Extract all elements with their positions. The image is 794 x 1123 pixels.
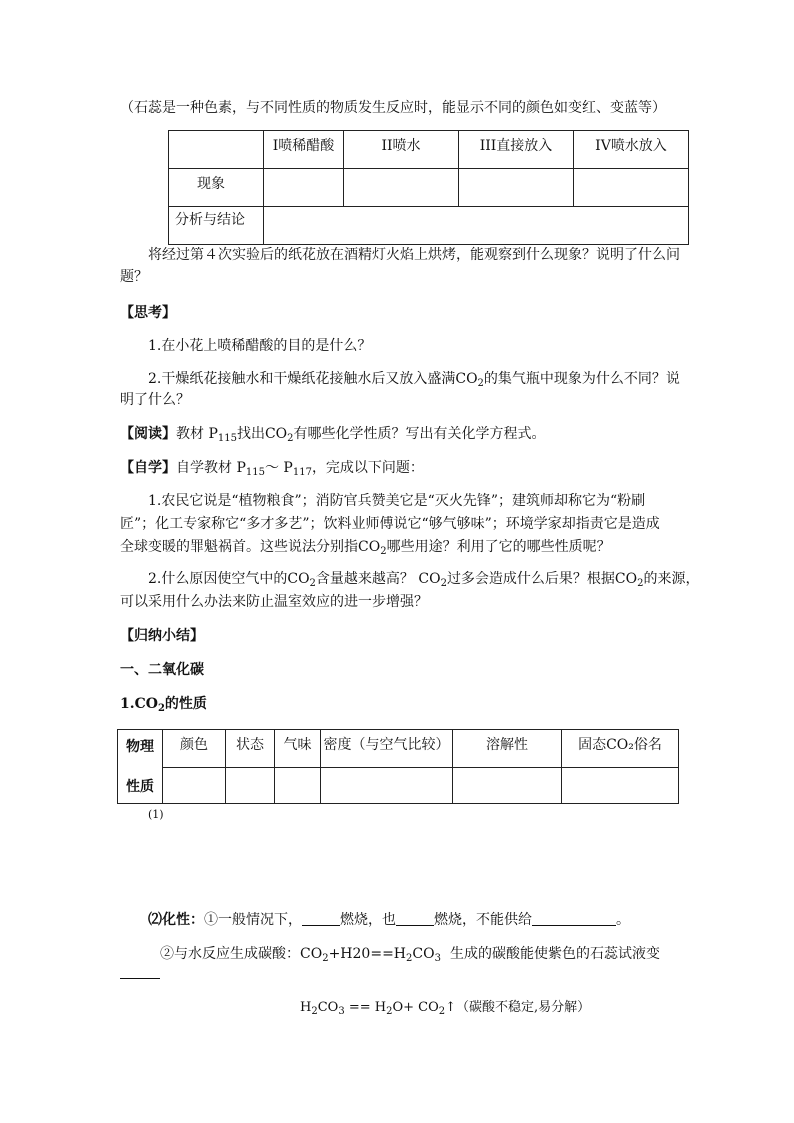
table-cell[interactable] (321, 768, 453, 804)
table-cell[interactable] (226, 768, 275, 804)
row-label-physical: 物理 性质 (118, 730, 163, 804)
summary-heading: 【归纳小结】 (120, 628, 204, 644)
self-study-q1-line2: 匠”；化工专家称它“多才多艺”；饮料业师傅说它“够气够味”；环境学家却指责它是造成 (120, 516, 660, 532)
header-color: 颜色 (163, 730, 226, 768)
header-density: 密度（与空气比较） (321, 730, 453, 768)
header-cell-4: IV喷水放入 (574, 131, 689, 169)
read-line: 【阅读】教材 $P_{115}$找出$CO_2$有哪些化学性质？写出有关化学方程式。 (120, 426, 546, 444)
blank-4[interactable] (120, 978, 160, 979)
table-cell-analysis[interactable] (264, 207, 689, 245)
chem-line-1: ⑵化性：①一般情况下， 燃烧，也 燃烧，不能供给 。 (148, 912, 630, 928)
think-question-2: 2.干燥纸花接触水和干燥纸花接触水后又放入盛满$CO_2$的集气瓶中现象为什么不同？说 (148, 371, 680, 389)
self-study-line: 【自学】自学教材 $P_{115}\sim$ $P_{117}$，完成以下问题： (120, 460, 424, 478)
row-label-phenomenon: 现象 (169, 169, 264, 207)
self-study-q2-line2: 可以采用什么办法来防止温室效应的进一步增强？ (120, 594, 428, 610)
blank-3[interactable] (532, 911, 616, 926)
think-heading: 【思考】 (120, 305, 176, 321)
header-solid-name: 固态CO₂俗名 (562, 730, 679, 768)
table-cell[interactable] (459, 169, 574, 207)
header-solubility: 溶解性 (453, 730, 562, 768)
question-bake: 将经过第４次实验后的纸花放在酒精灯火焰上烘烤，能观察到什么现象？说明了什么问 (148, 247, 680, 263)
chem-line-2-result: 生成的碳酸能使紫色的石蕊试液变 (450, 946, 660, 962)
intro-note: （石蕊是一种色素，与不同性质的物质发生反应时，能显示不同的颜色如变红、变蓝等） (120, 100, 666, 116)
table-cell[interactable] (453, 768, 562, 804)
table-cell-empty (169, 131, 264, 169)
experiment-table (168, 130, 689, 245)
table-cell[interactable] (275, 768, 321, 804)
header-cell-1: I喷稀醋酸 (264, 131, 344, 169)
header-odor: 气味 (275, 730, 321, 768)
item-1-marker: (1) (148, 808, 164, 821)
header-cell-3: III直接放入 (459, 131, 574, 169)
table-cell[interactable] (562, 768, 679, 804)
section-co2-heading: 一、二氧化碳 (120, 662, 204, 678)
blank-2[interactable] (396, 911, 434, 926)
header-state: 状态 (226, 730, 275, 768)
subsection-co2-properties: $1.CO_2$的性质 (120, 696, 207, 714)
question-bake-cont: 题？ (120, 269, 148, 285)
blank-1[interactable] (302, 911, 340, 926)
table-cell[interactable] (163, 768, 226, 804)
self-study-q2-line1: 2.什么原因使空气中的$CO_2$含量越来越高？ $CO_2$过多会造成什么后果？根据$CO_2$的来源， (148, 571, 700, 589)
table-cell[interactable] (264, 169, 344, 207)
decomposition-equation: $H_2CO_3 == H_2O+$ $CO_2↑$（碳酸不稳定,易分解） (300, 1000, 591, 1017)
properties-table (117, 729, 679, 804)
think-question-2-cont: 明了什么？ (120, 392, 190, 408)
chem-line-2: ②与水反应生成碳酸：$CO_2+H20==H_2CO_3$ (160, 946, 441, 964)
table-cell[interactable] (574, 169, 689, 207)
self-study-q1-line1: 1.农民它说是“植物粮食”；消防官兵赞美它是“灭火先锋”；建筑师却称它为“粉刷 (148, 493, 646, 509)
table-cell[interactable] (344, 169, 459, 207)
self-study-q1-line3: 全球变暖的罪魁祸首。这些说法分别指$CO_2$哪些用途？利用了它的哪些性质呢？ (120, 539, 611, 557)
think-question-1: 1.在小花上喷稀醋酸的目的是什么？ (148, 338, 372, 354)
row-label-analysis: 分析与结论 (169, 207, 264, 245)
header-cell-2: II喷水 (344, 131, 459, 169)
